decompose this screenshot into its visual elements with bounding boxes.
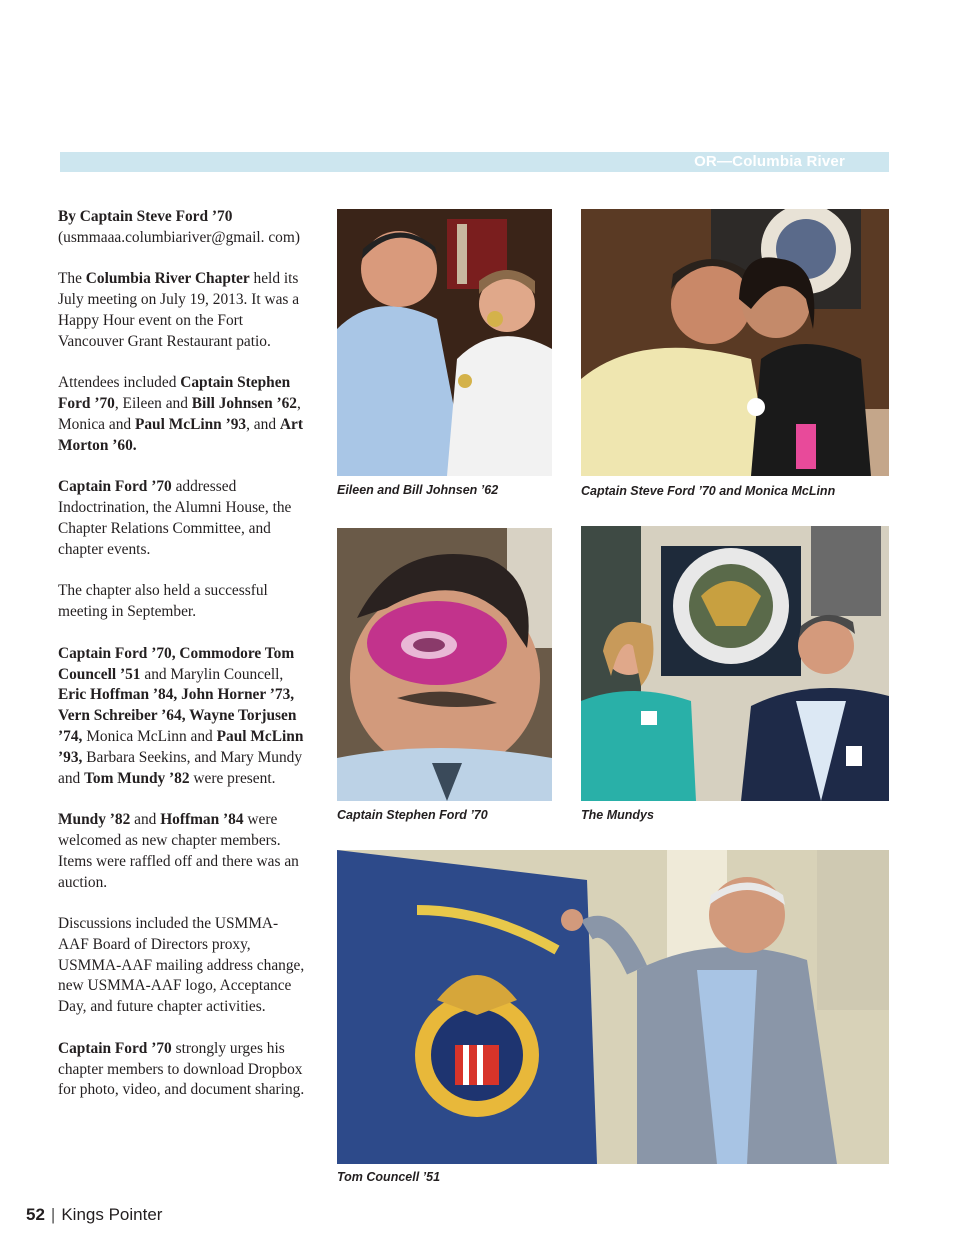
- text: held its July meeting on July 19, 2013. It was a Happy Hour event on the Fort Vancouver Grant Restaurant patio.: [58, 270, 300, 350]
- photo-stephen-ford: [337, 528, 552, 801]
- text: Attendees included: [58, 374, 181, 392]
- text: Monica McLinn and: [82, 727, 217, 745]
- text: were present.: [189, 769, 276, 787]
- footer-separator: |: [50, 1205, 56, 1224]
- photo-mundys: [581, 526, 889, 801]
- text: were welcomed as new chapter members. Items were raffled off and there was an auction.: [58, 811, 299, 891]
- paragraph-5: [58, 644, 308, 790]
- text: , Eileen and: [114, 395, 192, 413]
- bold-text: Hoffman ’84: [160, 811, 244, 829]
- paragraph-2: [58, 373, 308, 456]
- text: Barbara Seekins, and Mary Mundy and: [58, 748, 303, 787]
- section-banner: [60, 152, 889, 172]
- bold-text: Mundy ’82: [58, 811, 131, 829]
- photo-councell: [337, 850, 889, 1164]
- paragraph-4: The chapter also held a successful meeting in September.: [58, 582, 268, 621]
- bold-text: Paul McLinn ’93: [134, 415, 247, 433]
- publication-name: Kings Pointer: [61, 1205, 163, 1224]
- article-body: [58, 207, 308, 1122]
- paragraph-8: [58, 1039, 308, 1101]
- byline-email: (usmmaaa.columbiariver@gmail. com): [58, 228, 300, 246]
- text: The: [58, 270, 86, 288]
- bold-text: Eric Hoffman ’84, John Horner ’73, Vern Schreiber ’64, Wayne Torjusen ’74,: [58, 686, 297, 745]
- caption-stephen-ford: Captain Stephen Ford ’70: [337, 808, 488, 822]
- paragraph-3: [58, 477, 308, 560]
- bold-text: Captain Stephen Ford ’70: [58, 374, 291, 413]
- photo-councell-image: [337, 850, 889, 1164]
- bold-text: Captain Ford ’70: [58, 478, 172, 496]
- photo-ford-mclinn: [581, 209, 889, 476]
- bold-text: Captain Ford ’70, Commodore Tom Councell ’51: [58, 644, 295, 683]
- bold-text: Art Morton ’60.: [58, 415, 303, 454]
- caption-councell: Tom Councell ’51: [337, 1170, 441, 1184]
- bold-text: Columbia River Chapter: [85, 270, 250, 288]
- text: strongly urges his chapter members to download Dropbox for photo, video, and document sharing.: [58, 1039, 305, 1099]
- photo-stephen-ford-image: [337, 528, 552, 801]
- photo-johnsen: [337, 209, 552, 476]
- bold-text: Paul McLinn ’93,: [58, 727, 304, 766]
- caption-mundys: The Mundys: [581, 808, 654, 822]
- paragraph-7: Discussions included the USMMA-AAF Board of Directors proxy, USMMA-AAF mailing address change, new USMMA-AAF logo, Acceptance Day, and future chapter activities.: [58, 915, 305, 1016]
- page-footer: [26, 1205, 162, 1225]
- paragraph-1: [58, 269, 308, 352]
- bold-text: Tom Mundy ’82: [84, 769, 190, 787]
- page-number: 52: [26, 1205, 45, 1224]
- caption-johnsen: Eileen and Bill Johnsen ’62: [337, 483, 499, 497]
- bold-text: Bill Johnsen ’62: [191, 395, 297, 413]
- paragraph-6: [58, 810, 308, 893]
- text: and: [130, 811, 161, 829]
- text: and Marylin Councell,: [140, 665, 284, 683]
- text: , and: [246, 415, 280, 433]
- bold-text: Captain Ford ’70: [58, 1039, 172, 1057]
- photo-mundys-image: [581, 526, 889, 801]
- photo-johnsen-image: [337, 209, 552, 476]
- photo-ford-mclinn-image: [581, 209, 889, 476]
- byline: [58, 207, 308, 249]
- text: , Monica and: [58, 395, 301, 433]
- byline-author: By Captain Steve Ford ’70: [58, 208, 233, 225]
- section-title: OR—Columbia River: [694, 153, 845, 170]
- text: addressed Indoctrination, the Alumni House, the Chapter Relations Committee, and chapter events.: [58, 478, 292, 558]
- caption-ford-mclinn: Captain Steve Ford ’70 and Monica McLinn: [581, 484, 836, 498]
